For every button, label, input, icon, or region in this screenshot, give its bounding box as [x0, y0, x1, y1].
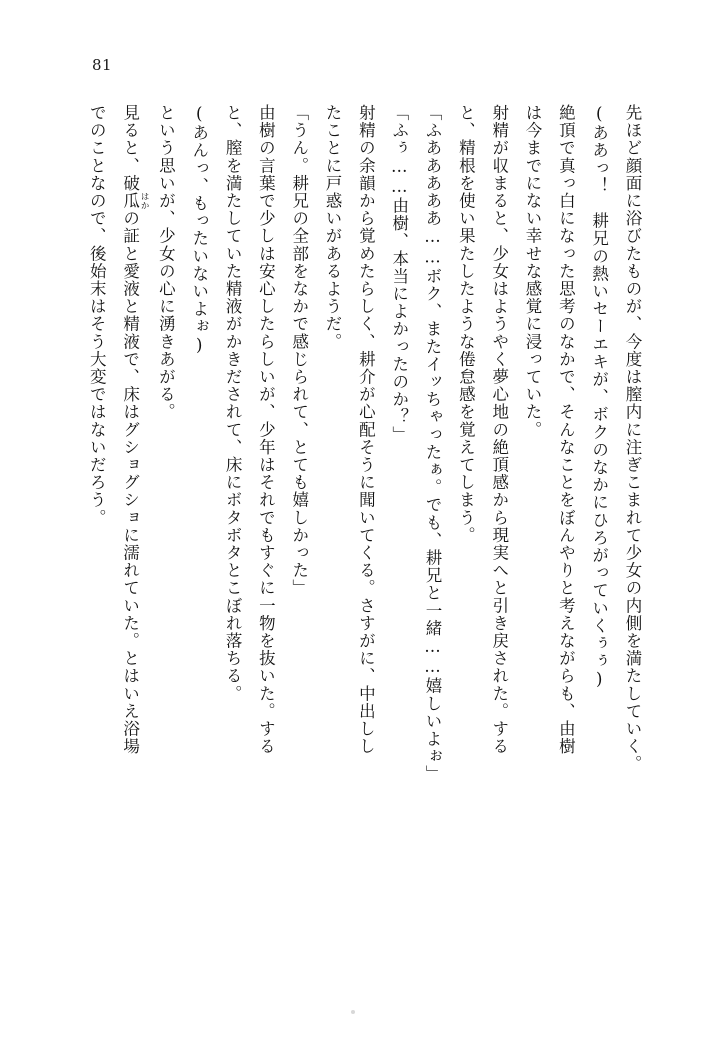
- footer-dot-icon: [351, 1010, 355, 1014]
- body-line: 「ふあああああ……ボク、またイッちゃったぁ。でも、耕兄と一緒……嬉しいよぉ」: [423, 104, 443, 783]
- body-line: と、精根を使い果たしたような倦怠感を覚えてしまう。: [456, 104, 476, 544]
- body-line: 由樹の言葉で少しは安心したらしいが、少年はそれでもすぐに一物を抜いた。する: [256, 104, 276, 756]
- body-line: と、膣を満たしていた精液がかきだされて、床にボタボタとこぼれ落ちる。: [223, 104, 243, 703]
- ruby-annotation: [120, 192, 150, 210]
- body-line-ruby-pre: 見ると、破: [120, 104, 140, 192]
- body-line: は今までにない幸せな感覚に浸っていた。: [523, 104, 543, 439]
- page-number: 81: [92, 56, 113, 74]
- body-line: でのことなので、後始末はそう大変ではないだろう。: [87, 104, 107, 527]
- ruby-text: はか: [139, 192, 150, 210]
- body-line-ruby-post: の証と愛液と精液で、床はグショグショに濡れていた。とはいえ浴場: [120, 209, 140, 756]
- body-line: 絶頂で真っ白になった思考のなかで、そんなことをぼんやりと考えながらも、由樹: [556, 104, 576, 756]
- body-line: 射精が収まると、少女はようやく夢心地の絶頂感から現実へと引き戻された。する: [489, 104, 509, 756]
- body-line: (あんっ、もったいないよぉ): [189, 104, 209, 356]
- body-line-with-ruby: [113, 104, 149, 944]
- body-line: 先ほど顔面に浴びたものが、今度は膣内に注ぎこまれて少女の内側を満たしていく。: [623, 104, 642, 773]
- ruby-base: 瓜: [120, 192, 140, 210]
- page-body-text: [62, 104, 649, 944]
- body-line: (ああっ！ 耕兄の熱いセーエキが、ボクのなかにひろがっていくぅぅ): [589, 104, 609, 690]
- body-line: 「ふぅ……由樹、本当によかったのか？」: [389, 104, 409, 444]
- body-line: 射精の余韻から覚めたらしく、耕介が心配そうに聞いてくる。さすがに、中出しし: [356, 104, 376, 756]
- body-line: たことに戸惑いがあるようだ。: [323, 104, 343, 351]
- body-line: 「うん。耕兄の全部をなかで感じられて、とても嬉しかった」: [289, 104, 309, 597]
- body-line: という思いが、少女の心に湧きあがる。: [156, 104, 176, 421]
